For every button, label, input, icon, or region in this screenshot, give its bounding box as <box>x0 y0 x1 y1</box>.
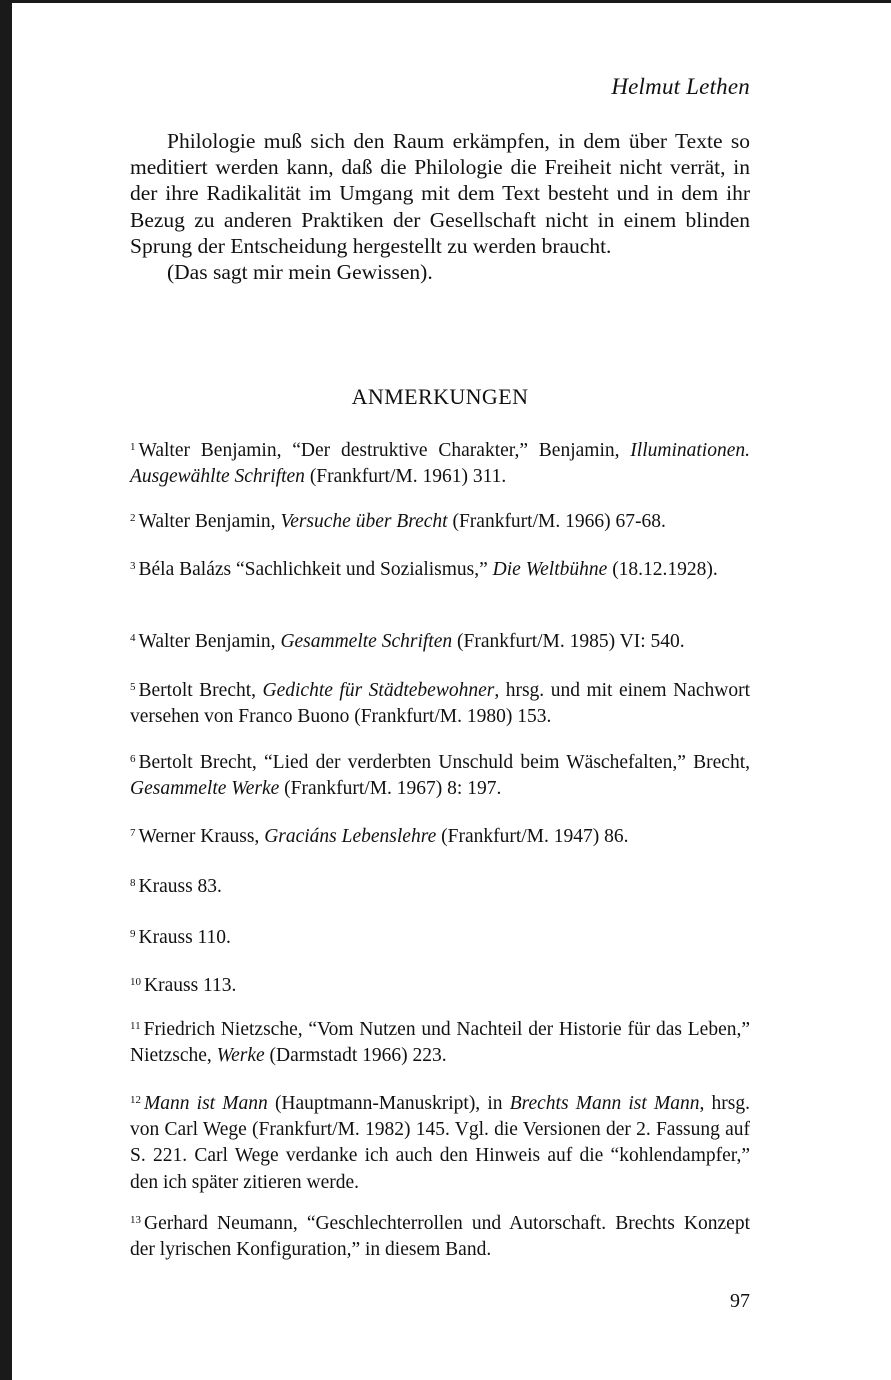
body-text <box>130 128 750 285</box>
footnote-number: 11 <box>130 1020 141 1032</box>
footnote-10: $^{10}$ Krauss 113. <box>130 975 237 996</box>
footnote-number: 4 <box>130 632 136 644</box>
footnote-5: $^5$ Bertolt Brecht, Gedichte für Städtebewohner, hrsg. und mit einem Nachwort versehen von Franco Buono (Frankfurt/M. 1980) 153. <box>130 680 750 728</box>
footnote-number: 1 <box>130 441 136 453</box>
footnote-number: 8 <box>130 877 136 889</box>
footnote-11: $^{11}$ Friedrich Nietzsche, “Vom Nutzen und Nachteil der Historie für das Leben,” Nietzsche, Werke (Darmstadt 1966) 223. <box>130 1019 750 1067</box>
footnote-number: 3 <box>130 560 136 572</box>
notes-heading: ANMERKUNGEN <box>351 384 529 409</box>
footnote-12: $^{12}$ Mann ist Mann (Hauptmann-Manuskript), in Brechts Mann ist Mann, hrsg. von Carl Wege (Frankfurt/M. 1982) 145. Vgl. die Versionen der 2. Fassung auf S. 221. Carl Wege verdanke ich auch den Hinweis auf die “kohlendampfer,” den ich später zitieren werde. <box>130 1093 750 1193</box>
scan-edge-left <box>0 0 12 1380</box>
footnote-number: 10 <box>130 976 141 988</box>
footnote-4: $^4$ Walter Benjamin, Gesammelte Schriften (Frankfurt/M. 1985) VI: 540. <box>130 631 685 652</box>
footnote-number: 5 <box>130 681 136 693</box>
footnote-13: $^{13}$ Gerhard Neumann, “Geschlechterrollen und Autorschaft. Brechts Konzept der lyrischen Konfiguration,” in diesem Band. <box>130 1213 750 1261</box>
body-paragraph-2: (Das sagt mir mein Gewissen). <box>167 260 433 285</box>
footnote-1: $^1$ Walter Benjamin, “Der destruktive Charakter,” Benjamin, Illuminationen. Ausgewählte Schriften (Frankfurt/M. 1961) 311. <box>130 440 750 488</box>
body-paragraph-1: Philologie muß sich den Raum erkämpfen, in dem über Texte so meditiert werden kann, daß die Philologie die Freiheit nicht verrät, in der ihre Radikalität im Umgang mit dem Text besteht und in dem ihr Bezug zu anderen Praktiken der Gesellschaft nicht in einem blinden Sprung der Entscheidung hergestellt zu werden braucht. <box>130 129 750 258</box>
page <box>130 0 750 1380</box>
running-head: Helmut Lethen <box>611 74 750 99</box>
footnote-8: $^8$ Krauss 83. <box>130 876 222 897</box>
footnote-2: $^2$ Walter Benjamin, Versuche über Brecht (Frankfurt/M. 1966) 67-68. <box>130 511 666 532</box>
footnote-6: $^6$ Bertolt Brecht, “Lied der verderbten Unschuld beim Wäschefalten,” Brecht, Gesammelte Werke (Frankfurt/M. 1967) 8: 197. <box>130 752 750 800</box>
footnote-number: 13 <box>130 1214 141 1226</box>
footnote-number: 12 <box>130 1094 141 1106</box>
footnote-number: 7 <box>130 827 136 839</box>
page-number: 97 <box>730 1290 750 1312</box>
footnote-number: 6 <box>130 753 136 765</box>
footnote-7: $^7$ Werner Krauss, Graciáns Lebenslehre (Frankfurt/M. 1947) 86. <box>130 826 629 847</box>
footnote-number: 9 <box>130 928 136 940</box>
footnote-3: $^3$ Béla Balázs “Sachlichkeit und Sozialismus,” Die Weltbühne (18.12.1928). <box>130 559 718 580</box>
footnote-9: $^9$ Krauss 110. <box>130 927 231 948</box>
footnote-number: 2 <box>130 512 136 524</box>
